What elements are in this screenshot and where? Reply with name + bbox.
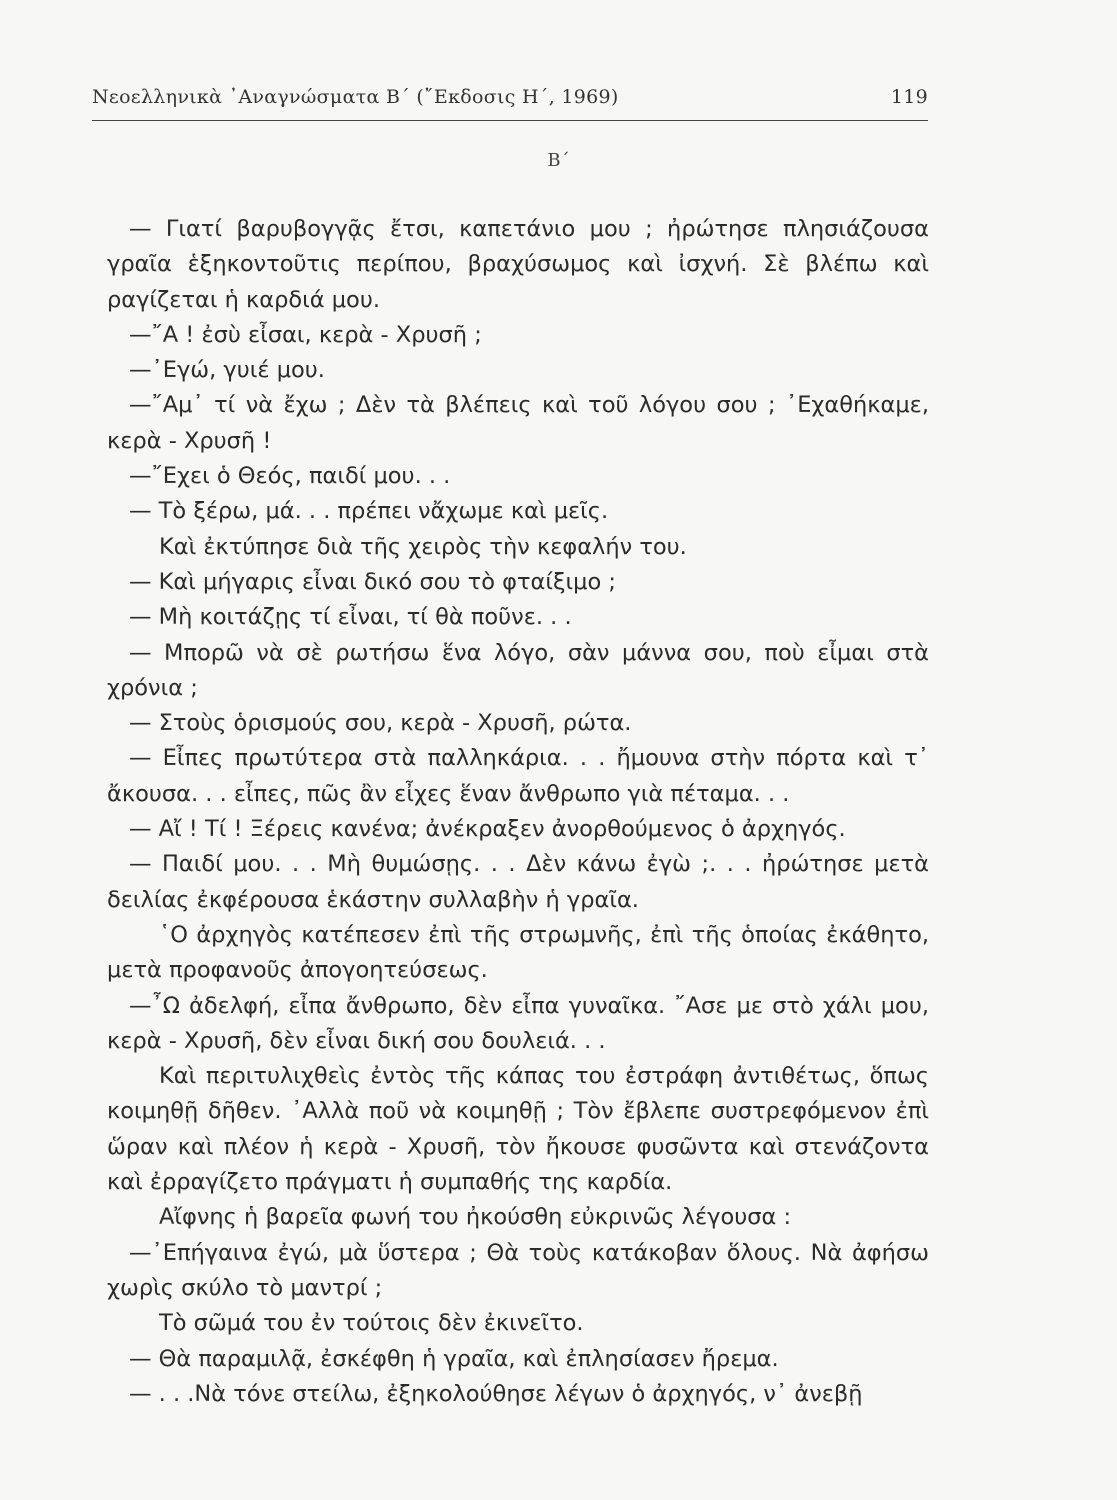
paragraph: — . . .Νὰ τόνε στείλω, ἐξηκολούθησε λέγων ὁ ἀρχηγός, ν᾿ ἀνεβῇ xyxy=(129,1380,863,1407)
paragraph: — Μὴ κοιτάζῃς τί εἶναι, τί θὰ ποῦνε. . . xyxy=(129,604,572,631)
paragraph: — Θὰ παραμιλᾷ, ἐσκέφθη ἡ γραῖα, καὶ ἐπλησίασεν ἤρεμα. xyxy=(129,1345,779,1372)
paragraph: — Αἴ ! Τί ! Ξέρεις κανένα; ἀνέκραξεν ἀνορθούμενος ὁ ἀρχηγός. xyxy=(129,816,846,843)
paragraph: —῎Εχει ὁ Θεός, παιδί μου. . . xyxy=(129,463,451,490)
paragraph: Καὶ περιτυλιχθεὶς ἐντὸς τῆς κάπας του ἐστράφη ἀντιθέτως, ὅπως κοιμηθῇ δῆθεν. ᾿Αλλὰ ποῦ νὰ κοιμηθῇ ; Τὸν ἔβλεπε συστρεφόμενον ἐπὶ ὥραν καὶ πλέον ἡ κερὰ - Χρυσῆ, τὸν ἤκουσε φυσῶντα καὶ στενάζοντα καὶ ἐρραγίζετο πράγματι ἡ συμπαθής της καρδία. xyxy=(107,1063,929,1196)
paragraph: — Παιδί μου. . . Μὴ θυμώσῃς. . . Δὲν κάνω ἐγὼ ;. . . ἠρώτησε μετὰ δειλίας ἐκφέρουσα ἑκάστην συλλαβὴν ἡ γραῖα. xyxy=(107,851,929,913)
paragraph: ῾Ο ἀρχηγὸς κατέπεσεν ἐπὶ τῆς στρωμνῆς, ἐπὶ τῆς ὁποίας ἐκάθητο, μετὰ προφανοῦς ἀπογοητεύσεως. xyxy=(107,921,929,984)
paragraph: — Εἶπες πρωτύτερα στὰ παλληκάρια. . . ἤμουνα στὴν πόρτα καὶ τ᾿ ἄκουσα. . . εἶπες, πῶς ἂν εἶχες ἕναν ἄνθρωπο γιὰ πέταμα. . . xyxy=(107,745,929,807)
body-text xyxy=(107,212,929,1412)
paragraph: Τὸ σῶμά του ἐν τούτοις δὲν ἐκινεῖτο. xyxy=(159,1310,584,1337)
paragraph: —῏Ω ἀδελφή, εἶπα ἄνθρωπο, δὲν εἶπα γυναῖκα. ῎Ασε με στὸ χάλι μου, κερὰ - Χρυσῆ, δὲν εἶναι δική σου δουλειά. . . xyxy=(107,992,929,1054)
paragraph: — Μπορῶ νὰ σὲ ρωτήσω ἕνα λόγο, σὰν μάννα σου, ποὺ εἶμαι στὰ χρόνια ; xyxy=(107,639,929,701)
paragraph: — Καὶ μήγαρις εἶναι δικό σου τὸ φταίξιμο ; xyxy=(129,568,616,595)
running-header xyxy=(92,86,928,116)
paragraph: — Γιατί βαρυβογγᾷς ἔτσι, καπετάνιο μου ; ἠρώτησε πλησιάζουσα γραῖα ἑξηκοντοῦτις περίπου, βραχύσωμος καὶ ἰσχνή. Σὲ βλέπω καὶ ραγίζεται ἡ καρδιά μου. xyxy=(107,216,929,313)
paragraph: — Τὸ ξέρω, μά. . . πρέπει νἄχωμε καὶ μεῖς. xyxy=(129,498,609,525)
running-title: Νεοελληνικὰ ᾿Αναγνώσματα Β΄ (῎Εκδοσις Η΄, 1969) xyxy=(92,86,619,108)
paragraph: —῎Αμ᾿ τί νὰ ἔχω ; Δὲν τὰ βλέπεις καὶ τοῦ λόγου σου ; ᾿Εχαθήκαμε, κερὰ - Χρυσῆ ! xyxy=(107,392,929,454)
page-number: 119 xyxy=(890,86,928,108)
paragraph: —῎Α ! ἐσὺ εἶσαι, κερὰ - Χρυσῆ ; xyxy=(129,321,482,348)
section-heading: Β΄ xyxy=(547,150,570,171)
paragraph: — Στοὺς ὁρισμούς σου, κερὰ - Χρυσῆ, ρώτα. xyxy=(129,710,632,737)
header-rule xyxy=(92,120,928,121)
paragraph: —᾿Εγώ, γυιέ μου. xyxy=(129,357,325,384)
paragraph: Αἴφνης ἡ βαρεῖα φωνή του ἠκούσθη εὐκρινῶς λέγουσα : xyxy=(159,1204,792,1231)
paragraph: —᾿Επήγαινα ἐγώ, μὰ ὕστερα ; Θὰ τοὺς κατάκοβαν ὅλους. Νὰ ἀφήσω χωρὶς σκύλο τὸ μαντρί ; xyxy=(107,1239,929,1301)
paragraph: Καὶ ἐκτύπησε διὰ τῆς χειρὸς τὴν κεφαλήν του. xyxy=(159,533,687,560)
